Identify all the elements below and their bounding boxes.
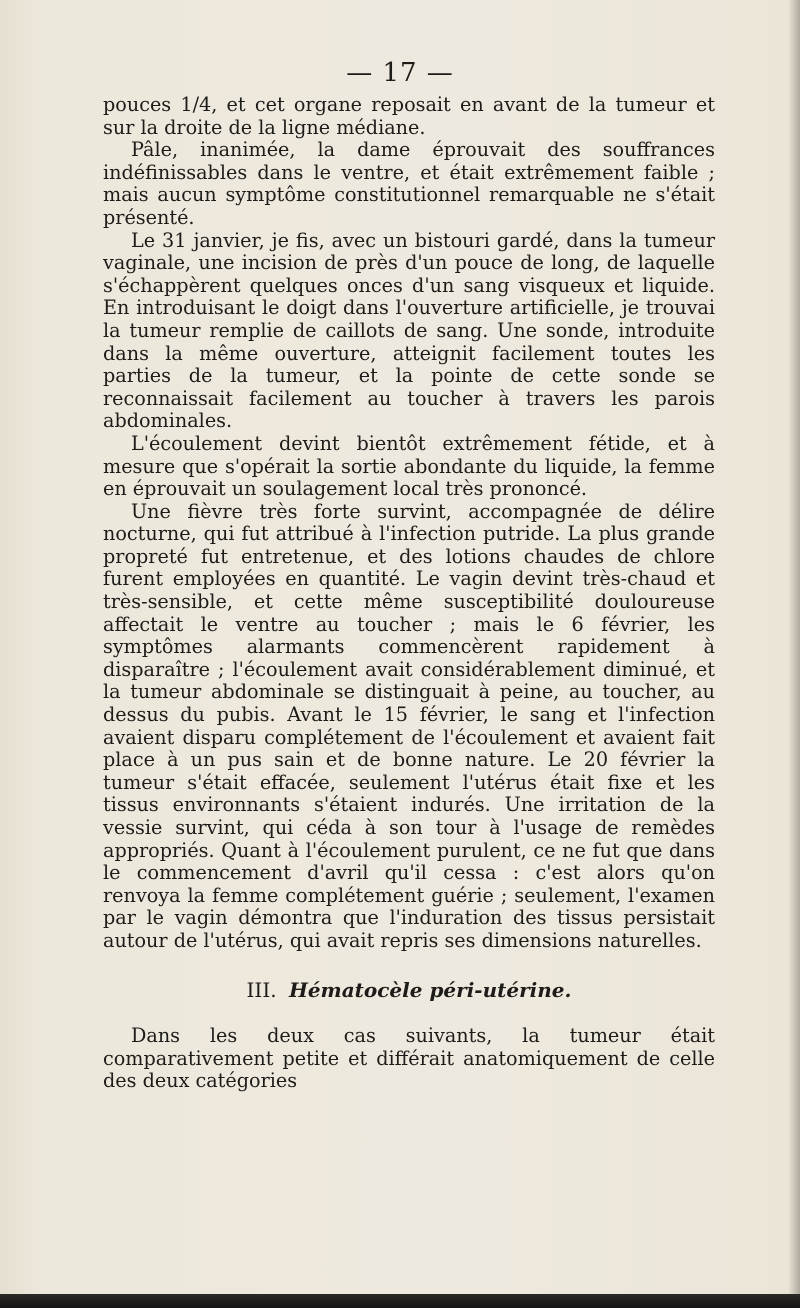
- page-edge-shadow: [788, 0, 800, 1308]
- body-text: [103, 94, 715, 1093]
- section-heading: [103, 979, 715, 1002]
- section-number: III.: [246, 977, 277, 1002]
- page-number: — 17 —: [346, 58, 454, 88]
- paragraph: Une fièvre très forte survint, accompagnée de délire nocturne, qui fut attribué à l'infection putride. La plus grande propreté fut entretenue, et des lotions chaudes de chlore furent employées en quantité. Le vagin devint très-chaud et très-sensible, et cette même susceptibilité douloureuse affectait le ventre au toucher ; mais le 6 février, les symptômes alarmants commencèrent rapidement à disparaître ; l'écoulement avait considérablement diminué, et la tumeur abdominale se distinguait à peine, au toucher, au dessus du pubis. Avant le 15 février, le sang et l'infection avaient disparu complétement de l'écoulement et avaient fait place à un pus sain et de bonne nature. Le 20 février la tumeur s'était effacée, seulement l'utérus était fixe et les tissus environnants s'étaient indurés. Une irritation de la vessie survint, qui céda à son tour à l'usage de remèdes appropriés. Quant à l'écoulement purulent, ce ne fut que dans le commencement d'avril qu'il cessa : c'est alors qu'on renvoya la femme complétement guérie ; seulement, l'examen par le vagin démontra que l'induration des tissus persistait autour de l'utérus, qui avait repris ses dimensions naturelles.: [103, 499, 715, 952]
- bottom-dark-band: [0, 1294, 800, 1308]
- paragraph-continuation: pouces 1/4, et cet organe reposait en avant de la tumeur et sur la droite de la ligne médiane.: [103, 93, 715, 139]
- paragraph-closing: Dans les deux cas suivants, la tumeur était comparativement petite et différait anatomiquement de celle des deux catégories: [103, 1024, 715, 1093]
- paragraph: L'écoulement devint bientôt extrêmement fétide, et à mesure que s'opérait la sortie abondante du liquide, la femme en éprouvait un soulagement local très prononcé.: [103, 431, 715, 501]
- section-title: Hématocèle péri-utérine.: [288, 977, 572, 1002]
- paragraph: Le 31 janvier, je fis, avec un bistouri gardé, dans la tumeur vaginale, une incision de près d'un pouce de long, de laquelle s'échappèrent quelques onces d'un sang visqueux et liquide. En introduisant le doigt dans l'ouverture artificielle, je trouvai la tumeur remplie de caillots de sang. Une sonde, introduite dans la même ouverture, atteignit facilement toutes les parties de la tumeur, et la pointe de cette sonde se reconnaissait facilement au toucher à travers les parois abdominales.: [103, 228, 715, 433]
- paragraph: Pâle, inanimée, la dame éprouvait des souffrances indéfinissables dans le ventre, et était extrêmement faible ; mais aucun symptôme constitutionnel remarquable ne s'était présenté.: [103, 138, 715, 229]
